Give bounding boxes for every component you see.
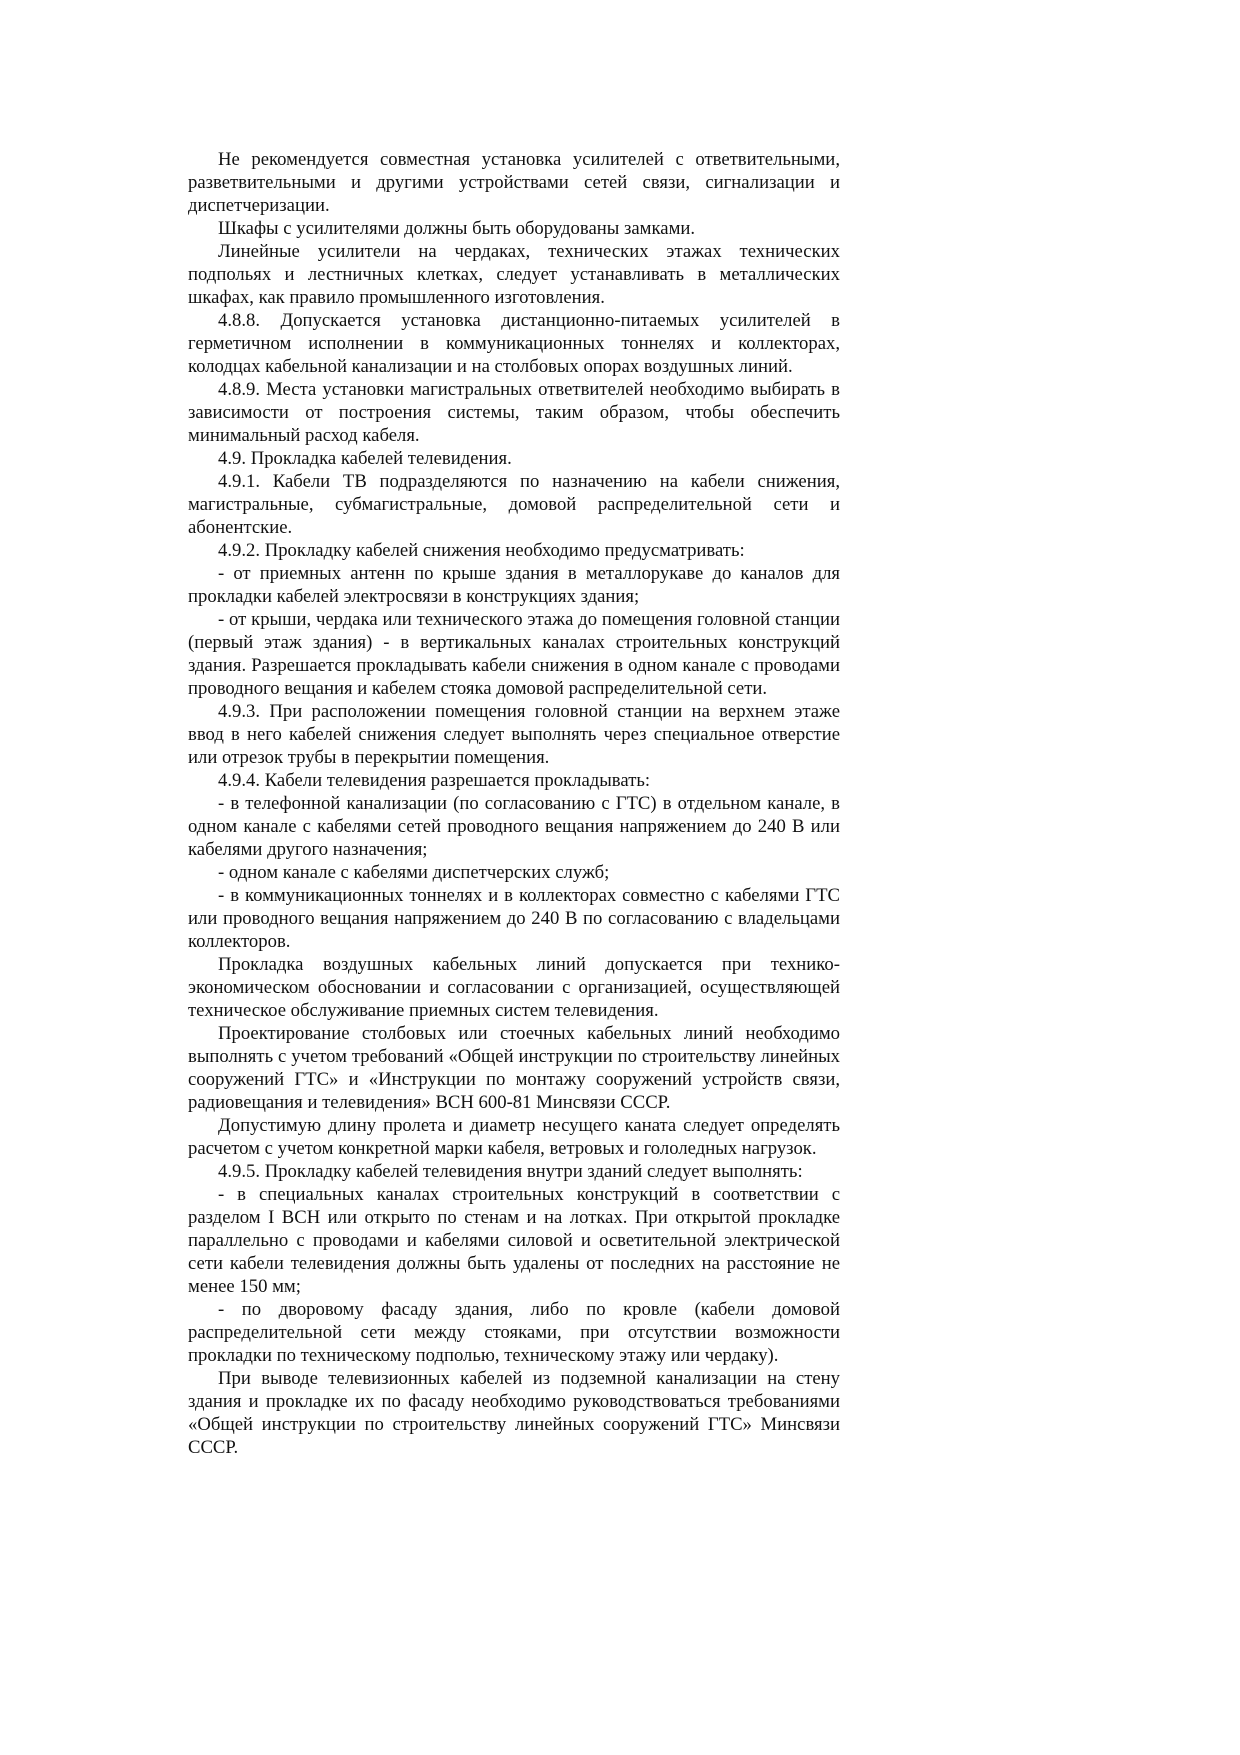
list-item: - по дворовому фасаду здания, либо по кровле (кабели домовой распределительной сети между стояками, при отсутствии возможности прокладки по техническому подполью, техническому этажу или чердаку).: [188, 1299, 840, 1366]
paragraph: 4.9.5. Прокладку кабелей телевидения внутри зданий следует выполнять:: [218, 1161, 803, 1182]
paragraph: Допустимую длину пролета и диаметр несущего каната следует определять расчетом с учетом конкретной марки кабеля, ветровых и гололедных нагрузок.: [188, 1115, 840, 1159]
list-item: - в коммуникационных тоннелях и в коллекторах совместно с кабелями ГТС или проводного вещания напряжением до 240 В по согласованию с владельцами коллекторов.: [188, 885, 840, 952]
list-item: - от приемных антенн по крыше здания в металлорукаве до каналов для прокладки кабелей электросвязи в конструкциях здания;: [188, 563, 840, 607]
paragraph: Шкафы с усилителями должны быть оборудованы замками.: [218, 218, 696, 239]
paragraph: Не рекомендуется совместная установка усилителей с ответвительными, разветвительными и другими устройствами сетей связи, сигнализации и диспетчеризации.: [188, 149, 840, 216]
section-heading: 4.9. Прокладка кабелей телевидения.: [218, 448, 512, 469]
paragraph: 4.9.2. Прокладку кабелей снижения необходимо предусматривать:: [218, 540, 745, 561]
list-item: - одном канале с кабелями диспетчерских служб;: [218, 862, 610, 883]
paragraph: 4.8.9. Места установки магистральных ответвителей необходимо выбирать в зависимости от построения системы, таким образом, чтобы обеспечить минимальный расход кабеля.: [188, 379, 840, 446]
paragraph: Проектирование столбовых или стоечных кабельных линий необходимо выполнять с учетом требований «Общей инструкции по строительству линейных сооружений ГТС» и «Инструкции по монтажу сооружений устройств связи, радиовещания и телевидения» ВСН 600-81 Минсвязи СССР.: [188, 1023, 840, 1113]
list-item: - от крыши, чердака или технического этажа до помещения головной станции (первый этаж здания) - в вертикальных каналах строительных конструкций здания. Разрешается прокладывать кабели снижения в одном канале с проводами проводного вещания и кабелем стояка домовой распределительной сети.: [188, 609, 840, 699]
paragraph: Линейные усилители на чердаках, технических этажах технических подпольях и лестничных клетках, следует устанавливать в металлических шкафах, как правило промышленного изготовления.: [188, 241, 840, 308]
paragraph: 4.9.1. Кабели ТВ подразделяются по назначению на кабели снижения, магистральные, субмагистральные, домовой распределительной сети и абонентские.: [188, 471, 840, 538]
document-page: [188, 148, 840, 1459]
list-item: - в специальных каналах строительных конструкций в соответствии с разделом I ВСН или открыто по стенам и на лотках. При открытой прокладке параллельно с проводами и кабелями силовой и осветительной электрической сети кабели телевидения должны быть удалены от последних на расстояние не менее 150 мм;: [188, 1184, 840, 1297]
paragraph: 4.8.8. Допускается установка дистанционно-питаемых усилителей в герметичном исполнении в коммуникационных тоннелях и коллекторах, колодцах кабельной канализации и на столбовых опорах воздушных линий.: [188, 310, 840, 377]
list-item: - в телефонной канализации (по согласованию с ГТС) в отдельном канале, в одном канале с кабелями сетей проводного вещания напряжением до 240 В или кабелями другого назначения;: [188, 793, 840, 860]
paragraph: Прокладка воздушных кабельных линий допускается при технико-экономическом обосновании и согласовании с организацией, осуществляющей техническое обслуживание приемных систем телевидения.: [188, 954, 840, 1021]
paragraph: 4.9.4. Кабели телевидения разрешается прокладывать:: [218, 770, 651, 791]
paragraph: При выводе телевизионных кабелей из подземной канализации на стену здания и прокладке их по фасаду необходимо руководствоваться требованиями «Общей инструкции по строительству линейных сооружений ГТС» Минсвязи СССР.: [188, 1368, 840, 1458]
paragraph: 4.9.3. При расположении помещения головной станции на верхнем этаже ввод в него кабелей снижения следует выполнять через специальное отверстие или отрезок трубы в перекрытии помещения.: [188, 701, 840, 768]
